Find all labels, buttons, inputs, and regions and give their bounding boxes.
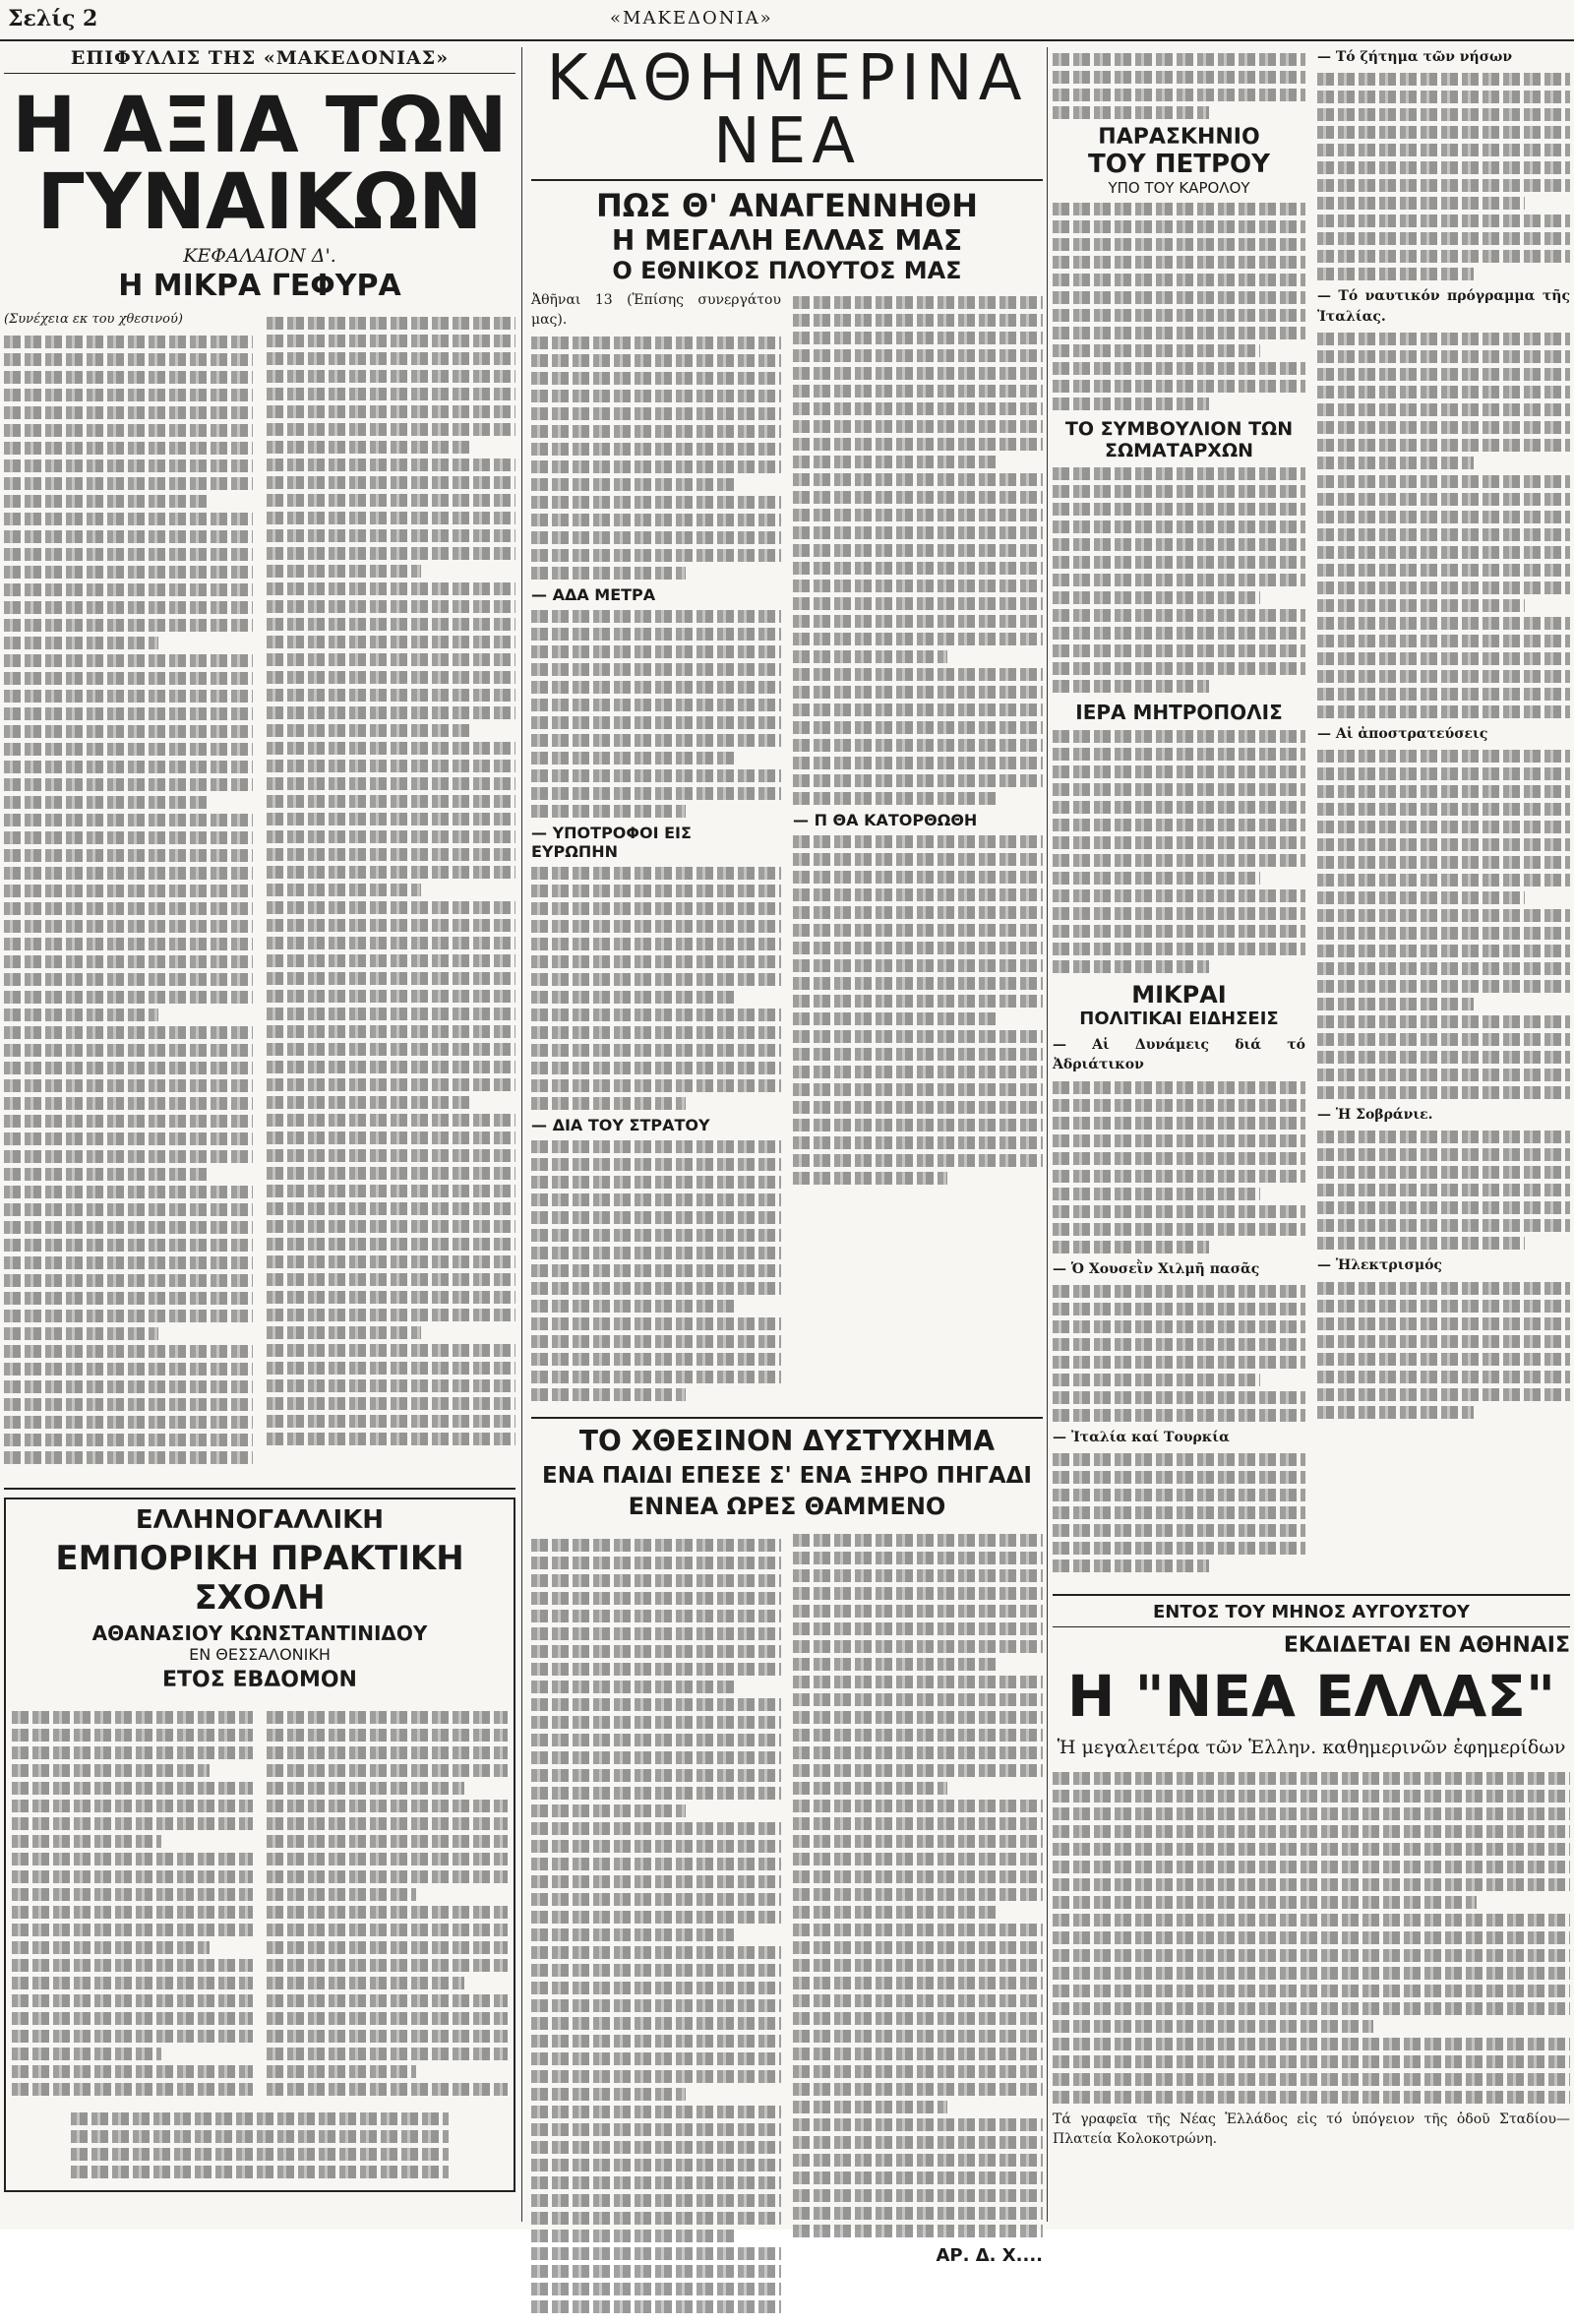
column-rule: [521, 47, 522, 2222]
ad-text-right: [267, 1706, 508, 2101]
article-text-left: [531, 290, 781, 1407]
small-news-title: ΜΙΚΡΑΙ: [1131, 981, 1227, 1009]
news-item-italy-turkey: — Ἰταλία καί Τουρκία: [1053, 1429, 1230, 1445]
continued-note: (Συνέχεια εκ του χθεσινού): [4, 312, 183, 327]
feuilleton-kicker: ΕΠΙΦΥΛΛΙΣ ΤΗΣ «ΜΑΚΕΔΟΝΙΑΣ»: [4, 47, 515, 74]
chapter-number: ΚΕΦΑΛΑΙΟΝ Δ'.: [183, 245, 336, 267]
column-rule: [1047, 47, 1048, 2222]
feuilleton-text-left: [4, 311, 253, 1470]
council-title: ΤΟ ΣΥΜΒΟΥΛΙΟΝ ΤΩΝ ΣΩΜΑΤΑΡΧΩΝ: [1064, 418, 1294, 461]
column-politics: [1053, 47, 1570, 2149]
news-item-sobranie: — Ἡ Σοβράνιε.: [1317, 1107, 1433, 1124]
news-item-nations: — Αἱ Δυνάμεις διά τό Ἀδριάτικον: [1053, 1037, 1305, 1073]
backstage-title: ΠΑΡΑΣΚΗΝΙΟ: [1098, 125, 1260, 150]
nea-ellas-advertisement: [1053, 1602, 1570, 2149]
subhead-scholars: — ΥΠΟΤΡΟΦΟΙ ΕΙΣ ΕΥΡΩΠΗΝ: [531, 823, 692, 861]
subhead-measures: — ΑΔΑ ΜΕΤΡΑ: [531, 584, 656, 604]
column-daily-news: [531, 42, 1043, 2324]
ad-kicker: ΕΛΛΗΝΟΓΑΛΛΙΚΗ: [135, 1504, 385, 1535]
page-number: Σελίς 2: [8, 6, 98, 31]
article-text-right: [793, 290, 1043, 1407]
backstage-byline: ΥΠΟ ΤΟΥ ΚΑΡΟΛΟΥ: [1108, 179, 1250, 197]
feuilleton-text-right: [267, 311, 515, 1470]
page-header: [0, 0, 1574, 41]
headline-rebirth: ΠΩΣ Θ' ΑΝΑΓΕΝΝΗΘΗ: [595, 187, 978, 224]
subhead-army: — ΔΙΑ ΤΟΥ ΣΤΡΑΤΟΥ: [531, 1115, 710, 1134]
promo-kicker: ΕΝΤΟΣ ΤΟΥ ΜΗΝΟΣ ΑΥΓΟΥΣΤΟΥ: [1053, 1602, 1570, 1627]
accident-title: ΤΟ ΧΘΕΣΙΝΟΝ ΔΥΣΤΥΧΗΜΑ: [578, 1424, 996, 1457]
small-news-subtitle: ΠΟΛΙΤΙΚΑΙ ΕΙΔΗΣΕΙΣ: [1079, 1009, 1279, 1029]
backstage-title-2: ΤΟΥ ΠΕΤΡΟΥ: [1088, 150, 1270, 179]
promo-tagline: Ἡ μεγαλειτέρα τῶν Ἑλλην. καθημερινῶν ἐφημερίδων: [1057, 1737, 1566, 1759]
paper-name: «ΜΑΚΕΔΟΝΙΑ»: [610, 8, 773, 29]
news-item-electricity: — Ἡλεκτρισμός: [1317, 1257, 1442, 1274]
ad-city: ΕΝ ΘΕΣΣΑΛΟΝΙΚΗ: [189, 1644, 331, 1664]
headline-greece: Η ΜΕΓΑΛΗ ΕΛΛΑΣ ΜΑΣ: [611, 224, 963, 257]
accident-subtitle-1: ΕΝΑ ΠΑΙΔΙ ΕΠΕΣΕ Σ' ΕΝΑ ΞΗΡΟ ΠΗΓΑΔΙ: [542, 1462, 1032, 1489]
daily-news-banner: ΚΑΘΗΜΕΡΙΝΑ ΝΕΑ: [546, 42, 1028, 178]
promo-title: Η "ΝΕΑ ΕΛΛΑΣ": [1066, 1663, 1556, 1731]
chapter-title: Η ΜΙΚΡΑ ΓΕΦΥΡΑ: [118, 269, 401, 303]
news-item-islands: — Τό ζήτημα τῶν νήσων: [1317, 49, 1513, 65]
ad-title: ΕΜΠΟΡΙΚΗ ΠΡΑΚΤΙΚΗ ΣΧΟΛΗ: [55, 1538, 464, 1618]
news-item-naval: — Τό ναυτικόν πρόγραμμα τῆς Ἰταλίας.: [1317, 288, 1570, 325]
article-signature: ΑΡ. Δ. Χ....: [936, 2244, 1043, 2266]
metropolis-title: ΙΕΡΑ ΜΗΤΡΟΠΟΛΙΣ: [1075, 701, 1283, 724]
accident-text-right: [793, 1528, 1043, 2324]
subhead-achieve: — Π ΘΑ ΚΑΤΟΡΘΩΘΗ: [793, 811, 978, 829]
ad-owner: ΑΘΑΝΑΣΙΟΥ ΚΩΝΣΤΑΝΤΙΝΙΔΟΥ: [91, 1621, 428, 1645]
feuilleton-title: Η ΑΞΙΑ ΤΩΝ ΓΥΝΑΙΚΩΝ: [12, 82, 508, 247]
news-item-demobilization: — Αἱ ἀποστρατεύσεις: [1317, 725, 1488, 742]
school-advertisement: [4, 1498, 515, 2192]
promo-subtitle: ΕΚΔΙΔΕΤΑΙ ΕΝ ΑΘΗΝΑΙΣ: [1283, 1633, 1570, 1659]
promo-footer: Τά γραφεῖα τῆς Νέας Ἑλλάδος εἰς τό ὑπόγειον τῆς ὁδοῦ Σταδίου—Πλατεία Κολοκοτρώνη.: [1053, 2110, 1570, 2148]
ad-text-left: [12, 1706, 253, 2101]
accident-subtitle-2: ΕΝΝΕΑ ΩΡΕΣ ΘΑΜΜΕΝΟ: [628, 1492, 946, 1520]
column-feuilleton: [4, 47, 515, 2192]
news-item-hilmi: — Ὁ Χουσεῒν Χιλμῆ πασᾶς: [1053, 1260, 1260, 1277]
headline-national-wealth: Ο ΕΘΝΙΚΟΣ ΠΛΟΥΤΟΣ ΜΑΣ: [612, 257, 962, 284]
accident-text-left: [531, 1534, 781, 2318]
continued-text: [1053, 53, 1305, 119]
ad-year: ΕΤΟΣ ΕΒΔΟΜΟΝ: [162, 1667, 357, 1692]
opening-line: Ἀθῆναι 13 (Ἐπίσης συνεργάτου μας).: [531, 292, 781, 329]
